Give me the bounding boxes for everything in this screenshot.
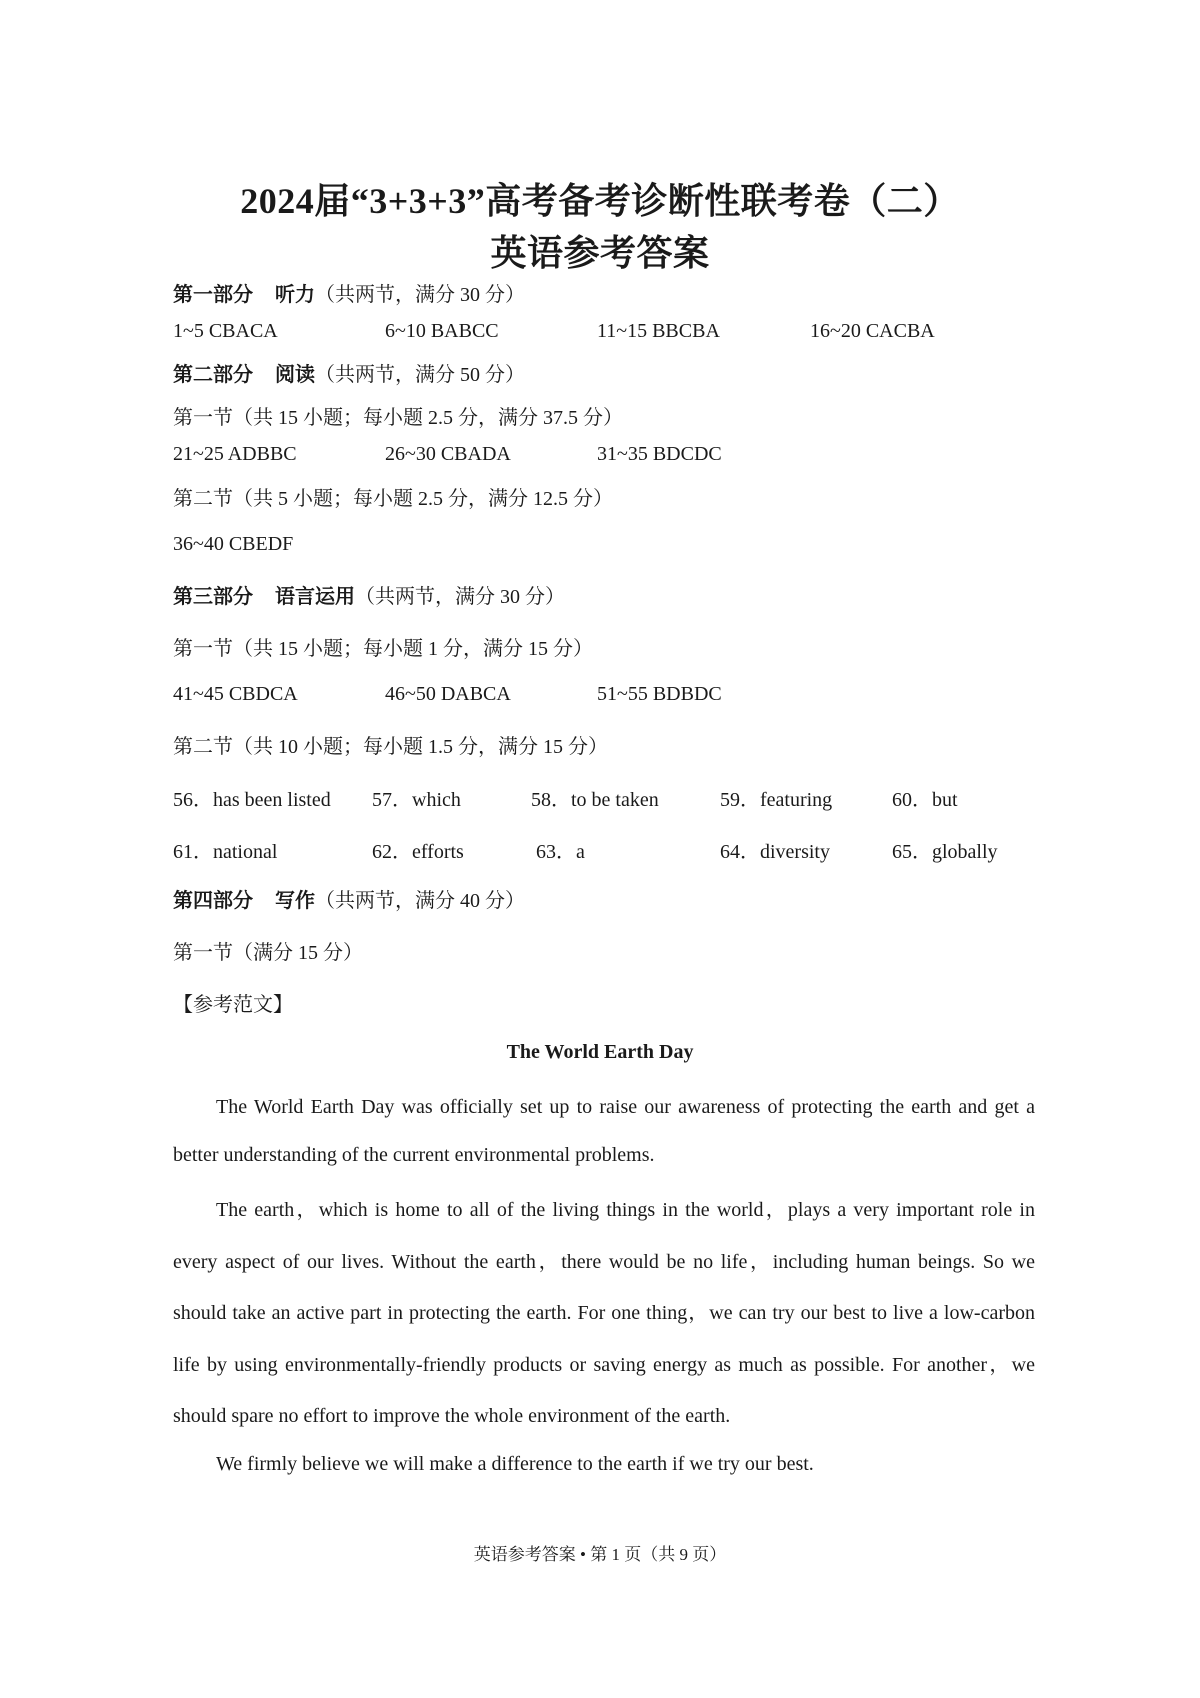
part2-note: （共两节，满分 50 分）	[315, 364, 525, 386]
fill-answer: 63．a	[536, 841, 585, 863]
part4-heading-line	[173, 884, 525, 913]
part3-heading: 第三部分	[173, 586, 253, 608]
part3-note: （共两节，满分 30 分）	[355, 586, 565, 608]
fill-answer: 57．which	[372, 789, 461, 811]
part3-heading-line	[173, 580, 565, 609]
answer-group: 16~20 CACBA	[810, 320, 935, 342]
page-footer: 英语参考答案 • 第 1 页（共 9 页）	[473, 1545, 727, 1564]
answer-group: 46~50 DABCA	[385, 683, 511, 705]
essay-paragraph	[173, 1440, 1035, 1488]
part1-heading-line	[173, 278, 525, 307]
part2-section2-heading: 第二节（共 5 小题；每小题 2.5 分，满分 12.5 分）	[173, 488, 613, 510]
part1-heading: 第一部分	[173, 284, 253, 306]
essay-paragraph-text: The earth，which is home to all of the living things in the world，plays a very important role in every aspect of our lives. Without the earth，there would be no life，including human beings. So we should take an active part in protecting the earth. For one thing，we can try our best to live a low-carbon life by using environmentally-friendly products or saving energy as much as possible. For another，we should spare no effort to improve the whole environment of the earth.	[173, 1199, 1035, 1427]
part4-heading: 第四部分	[173, 890, 253, 912]
answer-group: 11~15 BBCBA	[597, 320, 720, 342]
part4-name: 写作	[275, 890, 315, 912]
answer-group: 36~40 CBEDF	[173, 533, 294, 555]
part3-name: 语言运用	[275, 586, 355, 608]
part2-section1-heading: 第一节（共 15 小题；每小题 2.5 分，满分 37.5 分）	[173, 407, 623, 429]
fill-answer: 62．efforts	[372, 841, 464, 863]
part2-name: 阅读	[275, 364, 315, 386]
part2-heading-line	[173, 358, 525, 387]
sample-essay-label: 【参考范文】	[173, 994, 293, 1016]
answer-group: 21~25 ADBBC	[173, 443, 297, 465]
essay-paragraph	[173, 1083, 1035, 1179]
part4-section1-heading: 第一节（满分 15 分）	[173, 942, 363, 964]
answer-group: 41~45 CBDCA	[173, 683, 298, 705]
fill-answer: 61．national	[173, 841, 278, 863]
answer-group: 1~5 CBACA	[173, 320, 278, 342]
answer-group: 26~30 CBADA	[385, 443, 511, 465]
part1-note: （共两节，满分 30 分）	[315, 284, 525, 306]
fill-answer: 58．to be taken	[531, 789, 659, 811]
fill-answer: 64．diversity	[720, 841, 830, 863]
part2-heading: 第二部分	[173, 364, 253, 386]
essay-paragraph-text: We firmly believe we will make a difference to the earth if we try our best.	[216, 1453, 814, 1475]
essay-title: The World Earth Day	[506, 1041, 694, 1063]
answer-group: 6~10 BABCC	[385, 320, 499, 342]
fill-answer: 56．has been listed	[173, 789, 331, 811]
essay-paragraph	[173, 1185, 1035, 1443]
part3-section1-heading: 第一节（共 15 小题；每小题 1 分，满分 15 分）	[173, 638, 593, 660]
part1-name: 听力	[275, 284, 315, 306]
essay-paragraph-text: The World Earth Day was officially set up to raise our awareness of protecting the earth and get a better understanding of the current environmental problems.	[173, 1096, 1035, 1166]
answer-group: 51~55 BDBDC	[597, 683, 722, 705]
answer-group: 31~35 BDCDC	[597, 443, 722, 465]
part3-section2-heading: 第二节（共 10 小题；每小题 1.5 分，满分 15 分）	[173, 736, 608, 758]
fill-answer: 65．globally	[892, 841, 998, 863]
document-title: 2024届“3+3+3”高考备考诊断性联考卷（二）	[240, 181, 960, 221]
document-subtitle: 英语参考答案	[490, 233, 710, 273]
part4-note: （共两节，满分 40 分）	[315, 890, 525, 912]
fill-answer: 60．but	[892, 789, 958, 811]
fill-answer: 59．featuring	[720, 789, 833, 811]
